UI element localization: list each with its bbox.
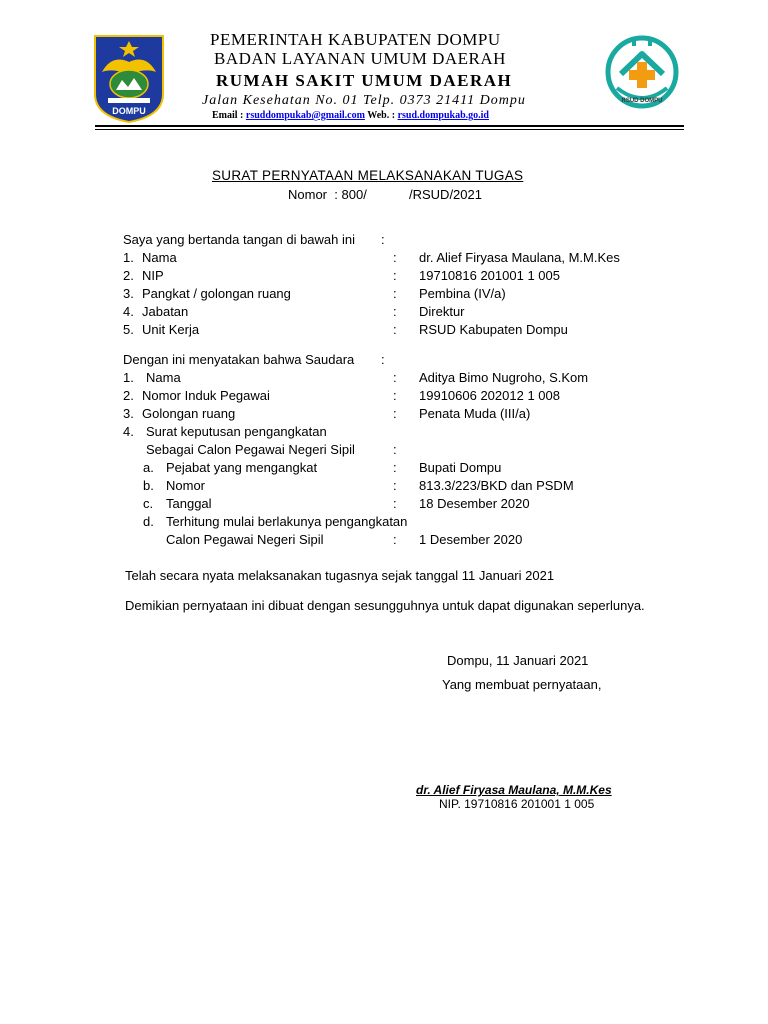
intro-employee-colon: : xyxy=(381,352,385,367)
document-number: Nomor : 800/ xyxy=(288,187,367,202)
employee-row-value: Aditya Bimo Nugroho, S.Kom xyxy=(419,370,589,385)
sk-item-value: 18 Desember 2020 xyxy=(419,496,530,511)
sk-item-d-label-2: Calon Pegawai Negeri Sipil xyxy=(166,532,324,547)
intro-colon: : xyxy=(381,232,385,247)
sk-item-label: Tanggal xyxy=(166,496,212,511)
place-date: Dompu, 11 Januari 2021 xyxy=(447,653,589,668)
sk-item-label: Pejabat yang mengangkat xyxy=(166,460,318,475)
signer-row-number: 3. xyxy=(123,286,134,301)
signer-nip: NIP. 19710816 201001 1 005 xyxy=(439,797,595,811)
signer-row-colon: : xyxy=(393,268,397,283)
signer-row-number: 5. xyxy=(123,322,134,337)
sk-heading-2: Sebagai Calon Pegawai Negeri Sipil xyxy=(146,442,355,457)
intro-employee: Dengan ini menyatakan bahwa Saudara xyxy=(123,352,355,367)
header-address: Jalan Kesehatan No. 01 Telp. 0373 21411 Dompu xyxy=(202,93,526,108)
employee-row-number: 2. xyxy=(123,388,134,403)
email-label: Email : xyxy=(212,110,244,121)
number-label: Nomor xyxy=(288,187,328,202)
signer-name: dr. Alief Firyasa Maulana, M.M.Kes xyxy=(416,783,612,797)
signer-row-label: Pangkat / golongan ruang xyxy=(142,286,291,301)
employee-row-colon: : xyxy=(393,388,397,403)
number-prefix: 800/ xyxy=(341,187,367,202)
signer-row-value: Direktur xyxy=(419,304,465,319)
signer-row-label: Jabatan xyxy=(142,304,189,319)
sk-item-colon: : xyxy=(393,478,397,493)
employee-row-label: Golongan ruang xyxy=(142,406,236,421)
sk-item-d-label: Terhitung mulai berlakunya pengangkatan xyxy=(166,514,408,529)
employee-row-colon: : xyxy=(393,406,397,421)
closing-paragraph: Demikian pernyataan ini dibuat dengan sesungguhnya untuk dapat digunakan seperlunya. xyxy=(125,598,645,613)
signer-row-label: Unit Kerja xyxy=(142,322,200,337)
signer-row-label: Nama xyxy=(142,250,177,265)
statement-paragraph: Telah secara nyata melaksanakan tugasnya sejak tanggal 11 Januari 2021 xyxy=(125,568,555,583)
regency-logo xyxy=(92,32,166,124)
header-contact xyxy=(212,110,489,121)
signer-row-colon: : xyxy=(393,250,397,265)
sk-item-colon: : xyxy=(393,496,397,511)
signer-row-colon: : xyxy=(393,322,397,337)
web-label: Web. : xyxy=(367,110,396,121)
sk-item-d-number: d. xyxy=(143,514,154,529)
employee-row-value: Penata Muda (III/a) xyxy=(419,406,531,421)
hospital-logo xyxy=(603,32,681,120)
signer-row-number: 1. xyxy=(123,250,134,265)
sk-item-colon: : xyxy=(393,460,397,475)
sk-item-number: a. xyxy=(143,460,154,475)
employee-row-number: 3. xyxy=(123,406,134,421)
sk-item-value: 813.3/223/BKD dan PSDM xyxy=(419,478,574,493)
email-link[interactable]: rsuddompukab@gmail.com xyxy=(245,110,365,121)
sk-number: 4. xyxy=(123,424,134,439)
header-hospital: RUMAH SAKIT UMUM DAERAH xyxy=(216,71,513,90)
signer-row-number: 4. xyxy=(123,304,134,319)
signer-row-label: NIP xyxy=(142,268,164,283)
number-suffix: /RSUD/2021 xyxy=(409,187,482,202)
web-link[interactable]: rsud.dompukab.go.id xyxy=(397,110,489,121)
header-government: PEMERINTAH KABUPATEN DOMPU xyxy=(210,30,501,49)
employee-row-label: Nomor Induk Pegawai xyxy=(142,388,270,403)
employee-row-label: Nama xyxy=(146,370,181,385)
signer-row-value: dr. Alief Firyasa Maulana, M.M.Kes xyxy=(419,250,620,265)
employee-row-colon: : xyxy=(393,370,397,385)
sk-item-number: b. xyxy=(143,478,154,493)
header-agency: BADAN LAYANAN UMUM DAERAH xyxy=(214,49,506,68)
employee-row-value: 19910606 202012 1 008 xyxy=(419,388,560,403)
sk-item-d-colon: : xyxy=(393,532,397,547)
document-title: SURAT PERNYATAAN MELAKSANAKAN TUGAS xyxy=(212,168,524,183)
hospital-logo-text: RSUD DOMPU xyxy=(621,98,663,104)
sk-item-value: Bupati Dompu xyxy=(419,460,502,475)
signer-row-colon: : xyxy=(393,304,397,319)
signer-row-value: 19710816 201001 1 005 xyxy=(419,268,560,283)
regency-logo-text: DOMPU xyxy=(112,106,146,116)
signer-row-number: 2. xyxy=(123,268,134,283)
maker-label: Yang membuat pernyataan, xyxy=(442,677,602,692)
sk-heading: Surat keputusan pengangkatan xyxy=(146,424,327,439)
signer-row-value: RSUD Kabupaten Dompu xyxy=(419,322,568,337)
sk-item-d-value: 1 Desember 2020 xyxy=(419,532,523,547)
intro-signer: Saya yang bertanda tangan di bawah ini xyxy=(123,232,356,247)
signer-row-value: Pembina (IV/a) xyxy=(419,286,506,301)
signer-row-colon: : xyxy=(393,286,397,301)
sk-heading-colon: : xyxy=(393,442,397,457)
sk-item-number: c. xyxy=(143,496,154,511)
sk-item-label: Nomor xyxy=(166,478,206,493)
header-divider-thin xyxy=(95,129,684,130)
employee-row-number: 1. xyxy=(123,370,134,385)
header-divider-thick xyxy=(95,125,684,127)
